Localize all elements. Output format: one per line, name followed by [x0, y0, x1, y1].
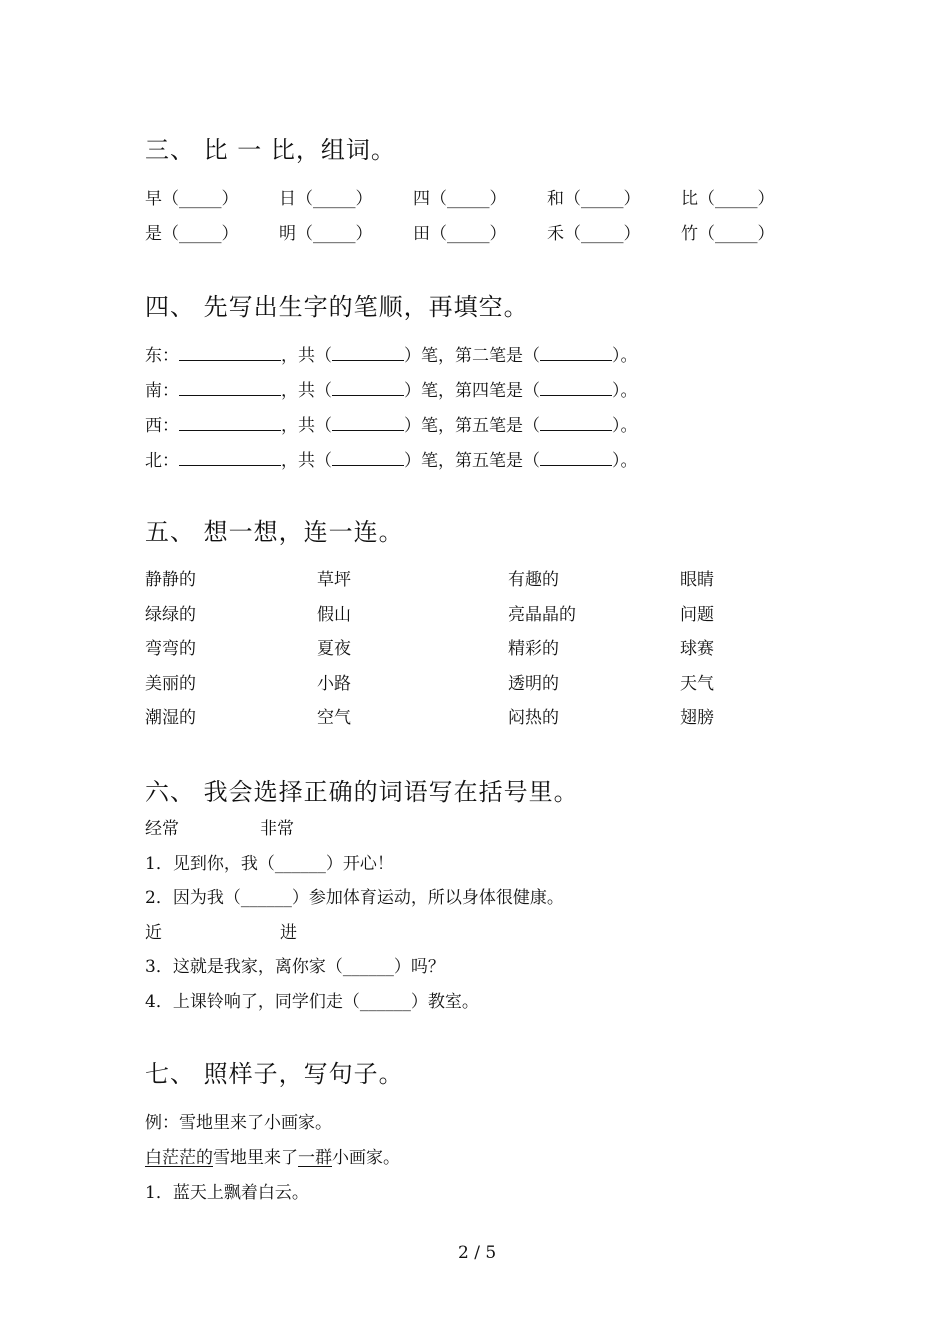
stroke-text: ）笔，第五笔是（ — [404, 451, 540, 471]
stroke-text: ）。 — [612, 381, 638, 401]
word-choice-2 — [145, 918, 297, 943]
stroke-text: ）。 — [612, 346, 638, 366]
match-word[interactable]: 绿绿的 — [145, 604, 196, 625]
stroke-row — [145, 411, 638, 446]
match-word[interactable]: 假山 — [317, 604, 351, 625]
word-option: 进 — [280, 923, 297, 943]
stroke-row — [145, 376, 638, 411]
answer-blank[interactable] — [540, 451, 612, 466]
word-row — [145, 184, 815, 219]
match-word[interactable]: 翅膀 — [680, 708, 714, 728]
stroke-row — [145, 446, 638, 481]
word-option: 近 — [145, 923, 162, 943]
stroke-text: ）。 — [612, 416, 638, 436]
word-cell: 和（_____） — [547, 189, 641, 209]
stroke-text: ）笔，第二笔是（ — [404, 346, 540, 366]
underlined-phrase: 白茫茫的 — [145, 1148, 213, 1168]
answer-blank[interactable] — [332, 416, 404, 431]
match-word[interactable]: 美丽的 — [145, 673, 196, 694]
section-4-title: 四、 先写出生字的笔顺，再填空。 — [145, 293, 529, 321]
word-cell: 田（_____） — [413, 224, 507, 244]
stroke-text: 东： — [145, 346, 179, 366]
example-sentence: 例：雪地里来了小画家。 — [145, 1113, 332, 1133]
match-word[interactable]: 亮晶晶的 — [508, 604, 576, 625]
match-word[interactable]: 潮湿的 — [145, 708, 196, 728]
match-word[interactable]: 问题 — [680, 604, 714, 625]
word-choice-1 — [145, 814, 294, 839]
question-4: 4．上课铃响了，同学们走（______）教室。 — [145, 992, 479, 1012]
stroke-text: ）笔，第四笔是（ — [404, 381, 540, 401]
match-word[interactable]: 闷热的 — [508, 708, 559, 728]
match-word[interactable]: 草坪 — [317, 570, 351, 590]
word-option: 经常 — [145, 819, 179, 839]
match-row — [145, 703, 760, 738]
section-6-title: 六、 我会选择正确的词语写在括号里。 — [145, 778, 579, 806]
answer-blank[interactable] — [179, 381, 281, 396]
match-word[interactable]: 精彩的 — [508, 639, 559, 659]
answer-blank[interactable] — [540, 346, 612, 361]
model-text: 小画家。 — [332, 1148, 400, 1168]
stroke-text: ，共（ — [281, 346, 332, 366]
match-row — [145, 669, 760, 704]
match-word[interactable]: 透明的 — [508, 673, 559, 694]
word-cell: 禾（_____） — [547, 224, 641, 244]
word-option: 非常 — [260, 819, 294, 839]
section-5-title: 五、 想一想，连一连。 — [145, 518, 404, 546]
question-1: 1．见到你，我（______）开心！ — [145, 854, 394, 874]
match-word[interactable]: 夏夜 — [317, 639, 351, 659]
match-row — [145, 565, 760, 600]
stroke-row — [145, 341, 638, 376]
stroke-text: ，共（ — [281, 451, 332, 471]
model-text: 雪地里来了 — [213, 1148, 298, 1168]
question-2: 2．因为我（______）参加体育运动，所以身体很健康。 — [145, 888, 564, 908]
match-word[interactable]: 弯弯的 — [145, 639, 196, 659]
word-cell: 明（_____） — [279, 224, 373, 244]
stroke-text: 南： — [145, 381, 179, 401]
match-word[interactable]: 空气 — [317, 708, 351, 728]
answer-blank[interactable] — [179, 416, 281, 431]
match-word[interactable]: 球赛 — [680, 639, 714, 659]
question-7-1: 1．蓝天上飘着白云。 — [145, 1183, 309, 1203]
match-word[interactable]: 有趣的 — [508, 570, 559, 590]
answer-blank[interactable] — [540, 381, 612, 396]
section-5-rows — [145, 565, 760, 738]
word-cell: 是（_____） — [145, 224, 239, 244]
underlined-phrase: 一群 — [298, 1148, 332, 1168]
section-3-rows — [145, 184, 815, 254]
answer-blank[interactable] — [332, 381, 404, 396]
section-7-title: 七、 照样子，写句子。 — [145, 1060, 404, 1088]
word-row — [145, 219, 815, 254]
answer-blank[interactable] — [540, 416, 612, 431]
answer-blank[interactable] — [179, 451, 281, 466]
answer-blank[interactable] — [332, 346, 404, 361]
stroke-text: 北： — [145, 451, 179, 471]
match-word[interactable]: 天气 — [680, 673, 714, 694]
word-cell: 日（_____） — [279, 189, 373, 209]
word-cell: 竹（_____） — [681, 224, 775, 244]
stroke-text: 西： — [145, 416, 179, 436]
match-word[interactable]: 小路 — [317, 673, 351, 694]
match-word[interactable]: 静静的 — [145, 570, 196, 590]
question-3: 3．这就是我家，离你家（______）吗？ — [145, 957, 445, 977]
match-row — [145, 600, 760, 635]
match-row — [145, 634, 760, 669]
page-number: 2 / 5 — [458, 1243, 497, 1263]
word-cell: 比（_____） — [681, 189, 775, 209]
answer-blank[interactable] — [332, 451, 404, 466]
stroke-text: ）。 — [612, 451, 638, 471]
stroke-text: ）笔，第五笔是（ — [404, 416, 540, 436]
section-4-rows — [145, 341, 638, 481]
stroke-text: ，共（ — [281, 416, 332, 436]
stroke-text: ，共（ — [281, 381, 332, 401]
word-cell: 早（_____） — [145, 189, 239, 209]
model-sentence — [145, 1143, 400, 1168]
answer-blank[interactable] — [179, 346, 281, 361]
section-3-title: 三、 比 一 比，组词。 — [145, 136, 396, 164]
match-word[interactable]: 眼睛 — [680, 570, 714, 590]
word-cell: 四（_____） — [413, 189, 507, 209]
